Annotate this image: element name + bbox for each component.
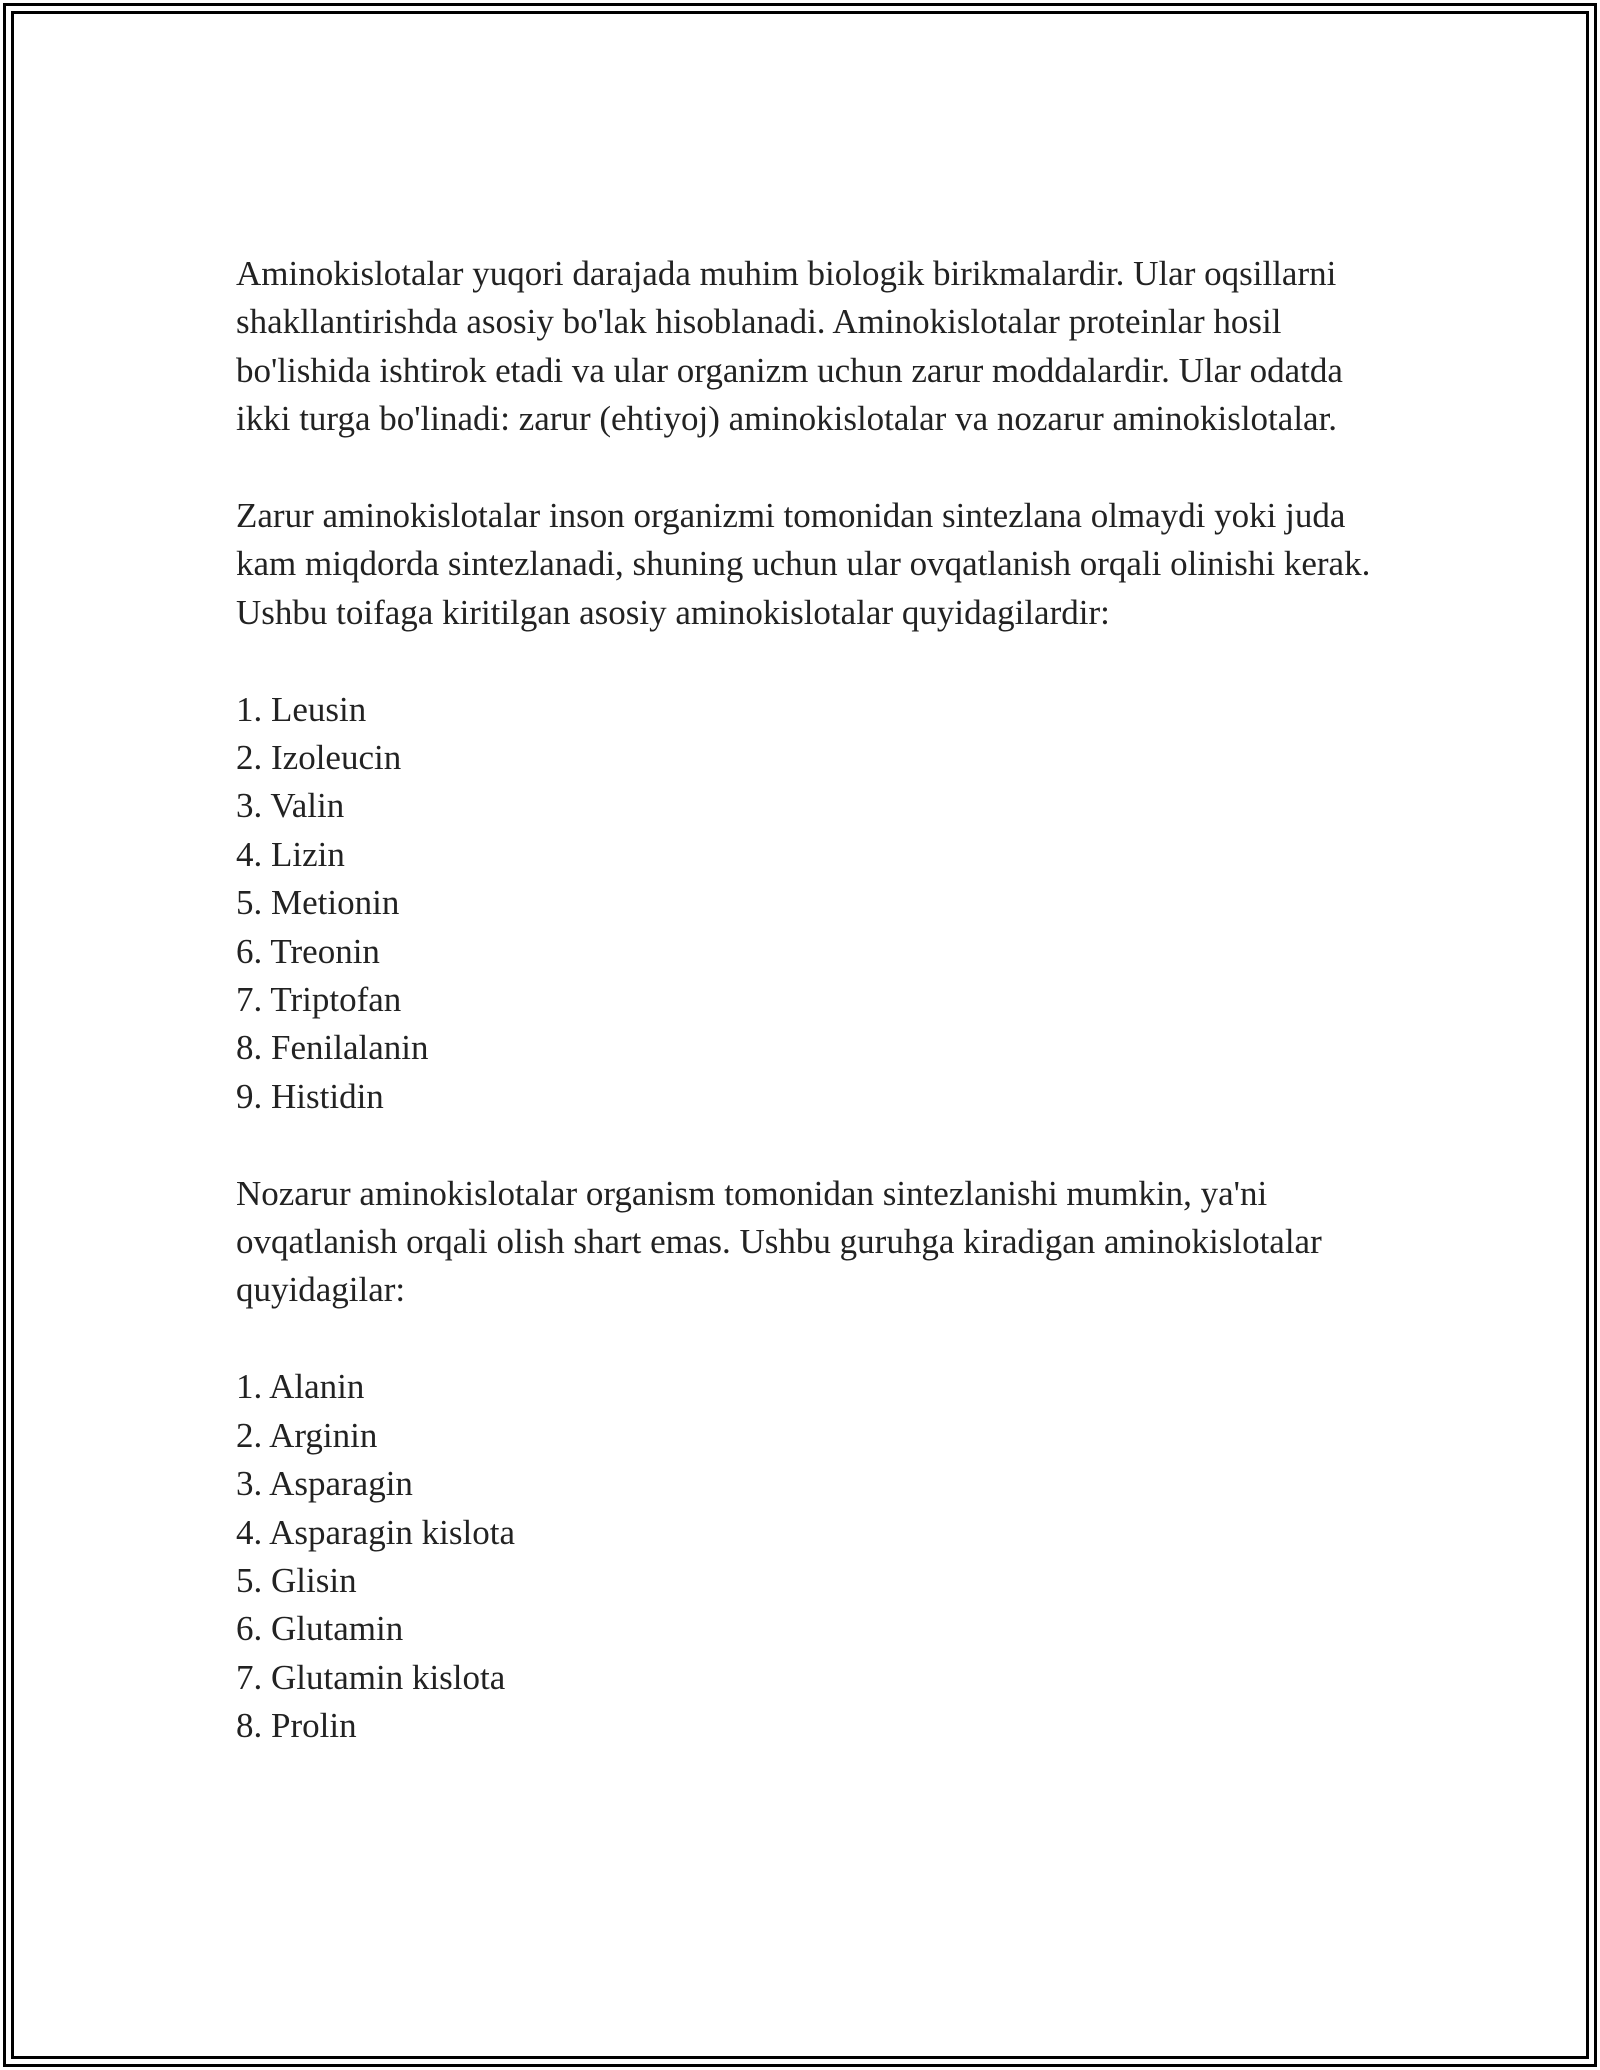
list-item: 1. Leusin <box>236 689 367 729</box>
list-item: 7. Triptofan <box>236 980 402 1020</box>
list-item: 7. Glutamin kislota <box>236 1657 506 1697</box>
list-item: 2. Arginin <box>236 1415 378 1455</box>
list-item: 6. Glutamin <box>236 1609 404 1649</box>
list-item: 8. Fenilalanin <box>236 1028 429 1068</box>
essential-paragraph: Zarur aminokislotalar inson organizmi tomonidan sintezlana olmaydi yoki juda kam miqdorda sintezlanadi, shuning uchun ular ovqatlanish orqali olinishi kerak. Ushbu toifaga kiritilgan asosiy aminokislotalar quyidagilardir: <box>236 496 1371 632</box>
list-item: 1. Alanin <box>236 1367 365 1407</box>
list-item: 9. Histidin <box>236 1076 384 1116</box>
list-item: 8. Prolin <box>236 1706 357 1746</box>
list-item: 4. Asparagin kislota <box>236 1512 515 1552</box>
document-body <box>236 250 1376 1751</box>
list-item: 3. Valin <box>236 786 345 826</box>
list-item: 2. Izoleucin <box>236 738 402 778</box>
nonessential-amino-acid-list <box>236 1363 1376 1750</box>
essential-amino-acid-list <box>236 686 1376 1122</box>
list-item: 4. Lizin <box>236 834 345 874</box>
nonessential-paragraph: Nozarur aminokislotalar organism tomonidan sintezlanishi mumkin, ya'ni ovqatlanish orqali olish shart emas. Ushbu guruhga kiradigan aminokislotalar quyidagilar: <box>236 1173 1322 1310</box>
list-item: 5. Metionin <box>236 883 400 923</box>
list-item: 3. Asparagin <box>236 1464 413 1504</box>
list-item: 5. Glisin <box>236 1560 357 1600</box>
list-item: 6. Treonin <box>236 931 380 971</box>
intro-paragraph: Aminokislotalar yuqori darajada muhim biologik birikmalardir. Ular oqsillarni shakllantirishda asosiy bo'lak hisoblanadi. Aminokislotalar proteinlar hosil bo'lishida ishtirok etadi va ular organizm uchun zarur moddalardir. Ular odatda ikki turga bo'linadi: zarur (ehtiyoj) aminokislotalar va nozarur aminokislotalar. <box>236 254 1343 439</box>
